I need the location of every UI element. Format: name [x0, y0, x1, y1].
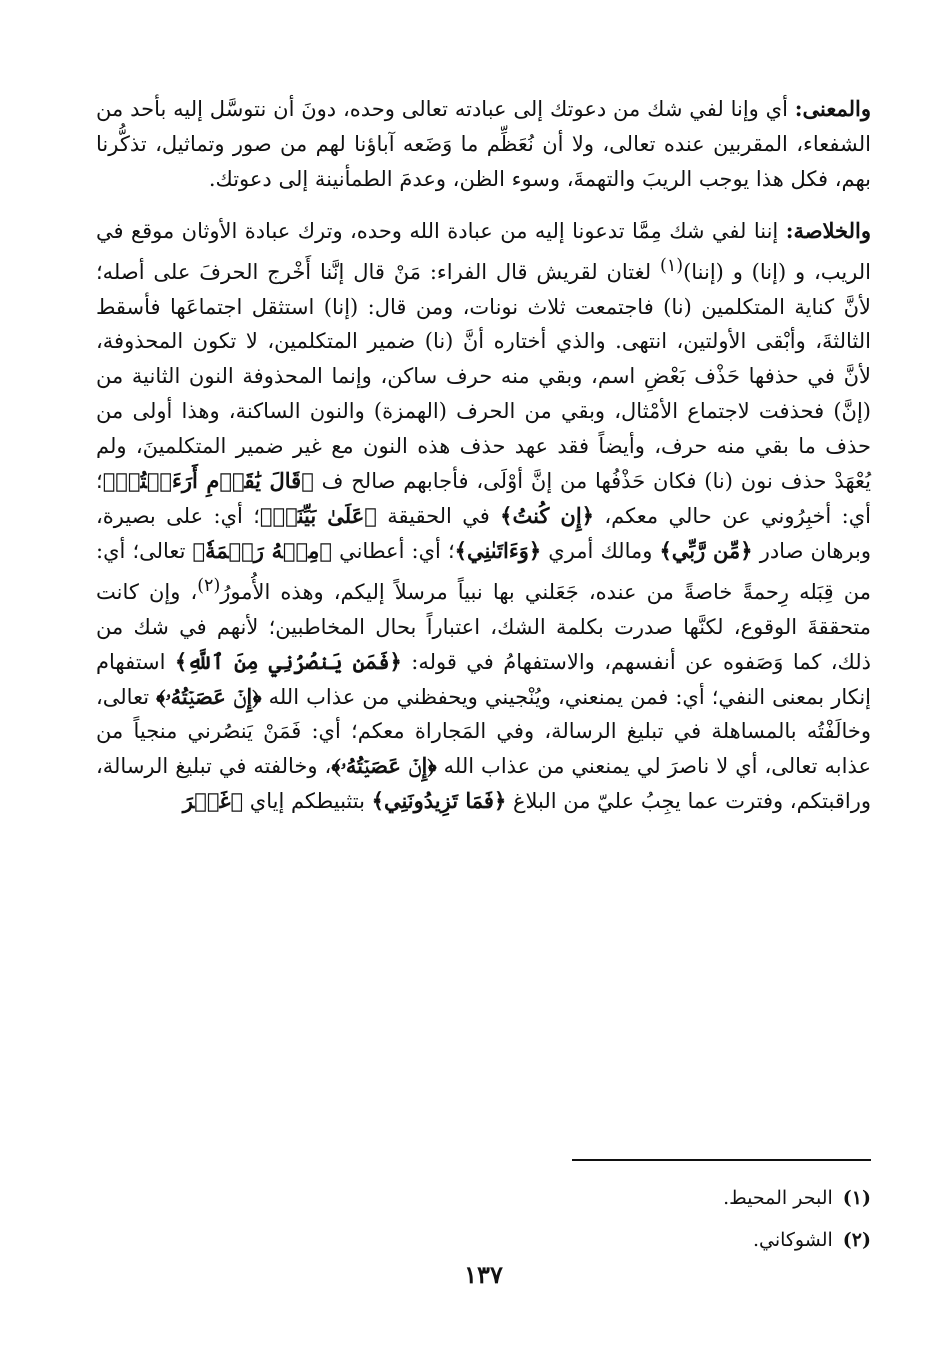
meaning-heading: والمعنى: — [794, 96, 871, 121]
meaning-text: أي وإنا لفي شك من دعوتك إلى عبادته تعالى وحده، دونَ أن نتوسَّل إليه بأحد من الشفعاء، المقربين عنده تعالى، ولا أن نُعَظِّم ما وَضَعه آباؤنا لهم من صور وتماثيل، تذكُّرنا بهم، فكل هذا يوجب الريبَ والتهمةَ، وسوء الظن، وعدمَ الطمأنينة إلى دعوتك. — [96, 97, 871, 191]
text-run: لغتان لقريش قال الفراء: مَنْ قال إنَّنا أَخْرج الحرفَ على أصله؛ لأنَّ كناية المتكلمين (نا) فاجتمعت ثلاث نونات، ومن قال: (إنا) استثقل اجتماعَها فأسقط الثالثةَ، وأبْقى الأولتين، انتهى. والذي أختاره أنَّ (نا) ضمير المتكلمين، لا تكون المحذوفة، لأنَّ في حذفها حَذْف بَعْضِ اسم، وبقي منه حرف ساكن، وإنما المحذوفة النون الثانية من (إنَّ) فحذفت لاجتماع الأمْثال، وبقي من الحرف (الهمزة) والنون الساكنة، وهذا أولى من حذف ما بقي منه حرف، وأيضاً فقد عهد حذف هذه النون مع غير ضمير المتكلمينَ، ولم يُعْهَدْ حذف نون (نا) فكان حَذْفُها من إنَّ أوْلَى، فأجابهم صالح ف — [96, 259, 871, 494]
paragraph-meaning — [96, 92, 871, 197]
text-run: ؛ أي: أخبِرُوني عن حالي معكم، — [96, 469, 871, 528]
quran-verse: ﴿فَمَن يَنصُرُنِي مِنَ ٱللَّهِ﴾ — [174, 648, 402, 674]
text-run: ؛ أي: على بصيرة، وبرهان صادر — [96, 503, 871, 563]
footnote-text: الشوكاني. — [752, 1229, 833, 1251]
footnote-text: البحر المحيط. — [723, 1187, 833, 1209]
text-run: ، وخالفته في تبليغ الرسالة، وراقبتكم، وفترت عما يجِبُ عليّ من البلاغ — [96, 754, 871, 814]
quran-verse: ﴿مِّن رَّبِّي﴾ — [659, 537, 753, 563]
footnote-number: (٢) — [842, 1229, 871, 1251]
footnote-1 — [96, 1183, 871, 1213]
page-number: ١٣٧ — [464, 1260, 503, 1289]
quran-verse: ﴿مِنۡهُ رَحۡمَةٗ﴾ — [192, 537, 332, 563]
paragraph-summary — [96, 214, 871, 819]
summary-heading: والخلاصة: — [785, 217, 871, 243]
text-run: استفهام إنكار بمعنى النفي؛ أي: فمن يمنعني، ويُنْجيني ويحفظني من عذاب الله — [96, 649, 872, 709]
text-run: ؛ أي: أعطاني — [331, 538, 455, 563]
text-run: تعالى، وخالَفْتُه بالمساهلة في تبليغ الرسالة، وفي المَجاراة معكم؛ أي: فَمَنْ يَنصُرني منجياً من عذابه تعالى، أي لا ناصرَ لي يمنعني من عذاب الله — [96, 684, 871, 779]
footnotes — [96, 1183, 871, 1267]
text-run: إننا لفي شك مِمَّا تدعونا إليه من عبادة الله وحده، وترك عبادة الأوثان موقع في الريب، و (إنا) و (إننا) — [96, 218, 872, 284]
footnote-number: (١) — [842, 1187, 871, 1209]
quran-verse: ﴿إِن كُنتُ﴾ — [500, 502, 594, 528]
text-run: في الحقيقة — [376, 503, 501, 528]
quran-verse: ﴿وَءَاتَىٰنِي﴾ — [454, 537, 542, 563]
footnote-ref-1: (١) — [660, 255, 684, 276]
quran-verse: ﴿قَالَ يَٰقَوۡمِ أَرَءَيۡتُمۡ﴾ — [102, 468, 314, 494]
quran-verse: ﴿عَلَىٰ بَيِّنَةٖ﴾ — [259, 502, 377, 528]
footnote-2 — [96, 1225, 871, 1255]
quran-verse: ﴿إِنۡ عَصَيۡتُهُۥ﴾ — [156, 683, 262, 709]
page-body — [96, 92, 871, 1325]
quran-verse: ﴿غَيۡرَ — [182, 788, 244, 814]
text-run: تعالى؛ أي: من قِبَله رِحمةً خاصةً من عنده، جَعَلني بها نبياً مرسلاً إليكم، وهذه الأُمورُ — [96, 538, 871, 604]
quran-verse: ﴿إِنۡ عَصَيۡتُهُۥ﴾ — [331, 753, 437, 779]
text-run: ، وإن كانت متحققةَ الوقوع، لكنَّها صدرت بكلمة الشك، اعتباراً بحال المخاطبين؛ لأنهم في شك من ذلك، كما وَصَفوه عن أنفسهم، والاستفهامُ في قوله: — [96, 579, 871, 674]
footnote-ref-2: (٢) — [197, 575, 221, 596]
text-run: بتثبيطكم إياي — [243, 789, 372, 814]
text-run: ومالك أمري — [541, 538, 660, 563]
quran-verse: ﴿فَمَا تَزِيدُونَنِي﴾ — [371, 788, 507, 814]
footnote-divider — [572, 1159, 871, 1161]
